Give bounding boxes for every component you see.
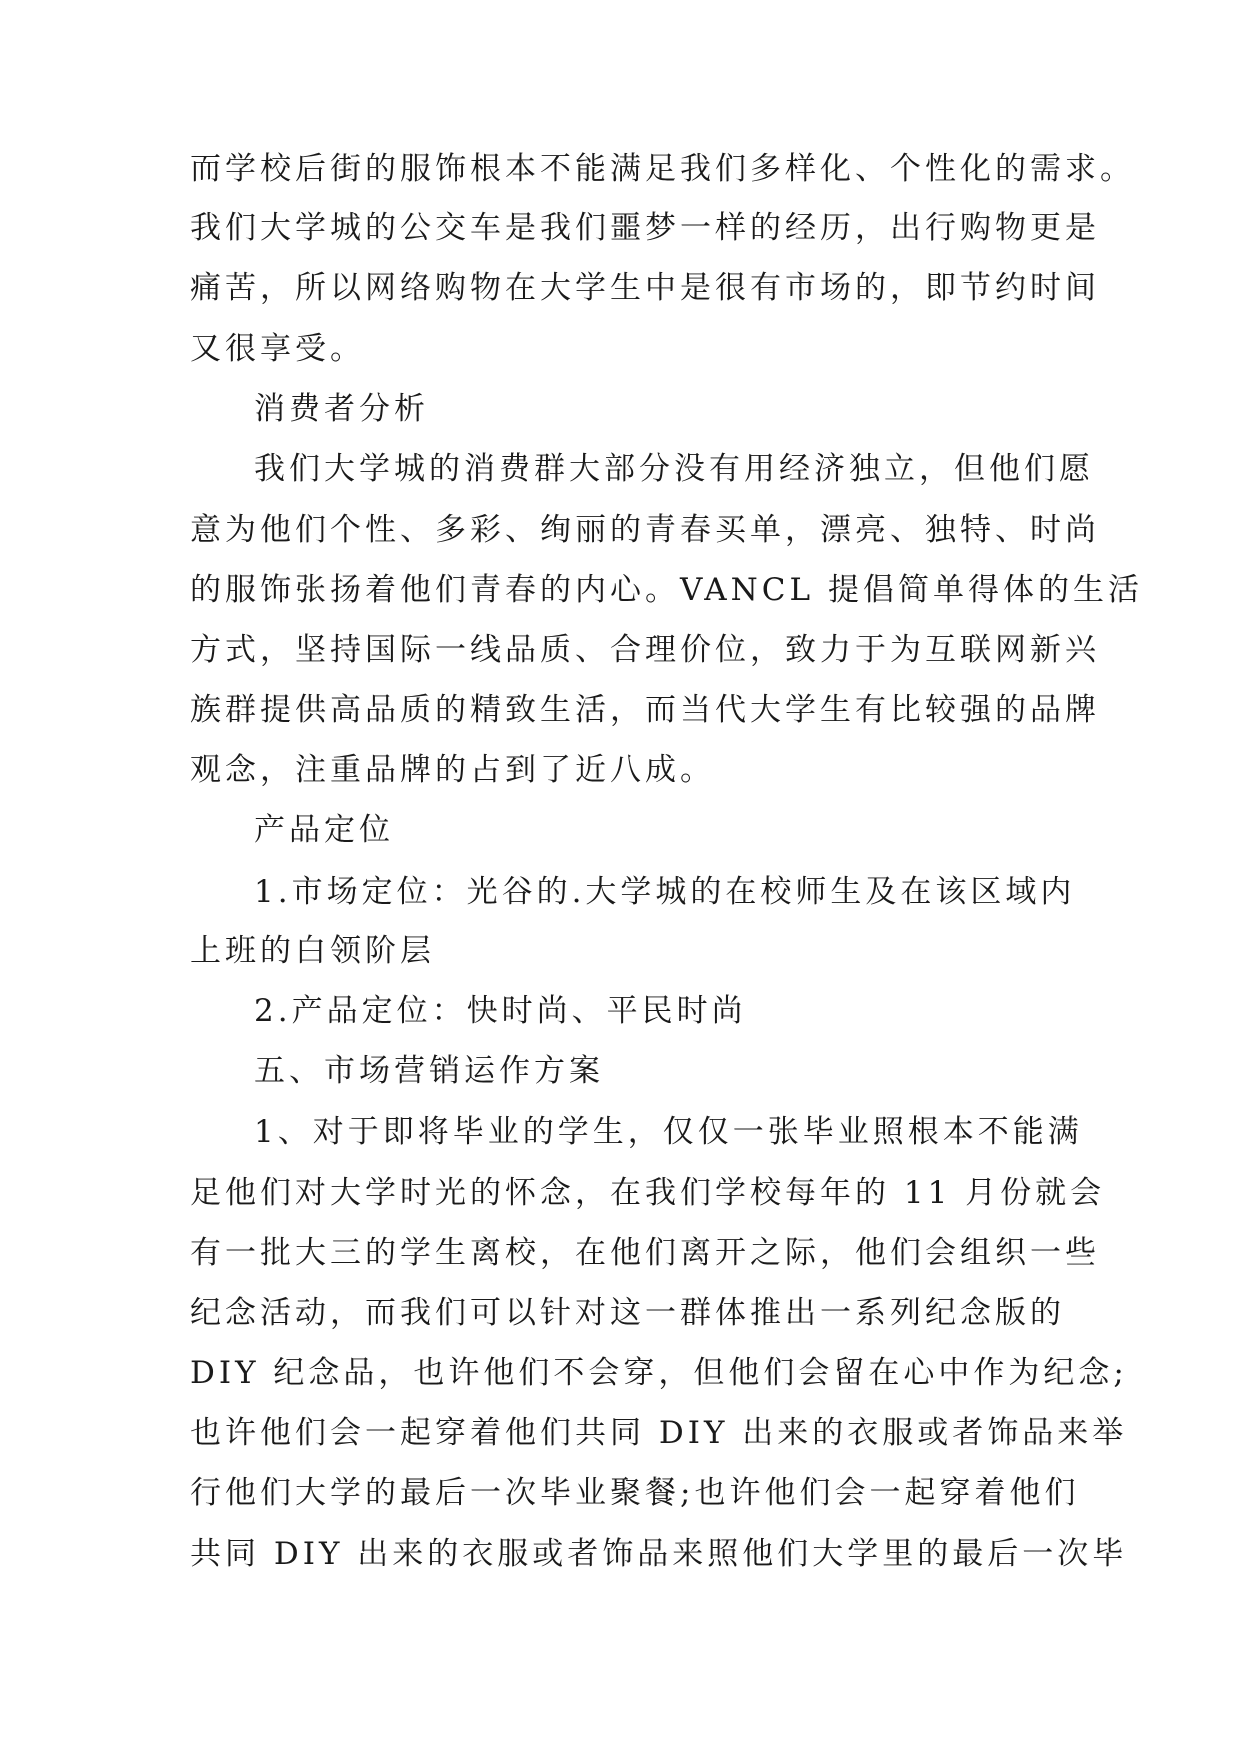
text-line: 痛苦，所以网络购物在大学生中是很有市场的，即节约时间 <box>190 270 1100 306</box>
text-line: 的服饰张扬着他们青春的内心。VANCL 提倡简单得体的生活 <box>190 572 1143 608</box>
section-heading: 消费者分析 <box>254 391 429 427</box>
text-line: 行他们大学的最后一次毕业聚餐;也许他们会一起穿着他们 <box>190 1475 1080 1511</box>
text-line: 方式，坚持国际一线品质、合理价位，致力于为互联网新兴 <box>190 632 1100 668</box>
text-line: 2.产品定位：快时尚、平民时尚 <box>254 993 747 1029</box>
section-heading: 五、市场营销运作方案 <box>254 1053 604 1089</box>
text-line: 足他们对大学时光的怀念，在我们学校每年的 11 月份就会 <box>190 1175 1106 1211</box>
text-line: 又很享受。 <box>190 331 365 367</box>
text-line: 有一批大三的学生离校，在他们离开之际，他们会组织一些 <box>190 1235 1100 1271</box>
text-line: 我们大学城的公交车是我们噩梦一样的经历，出行购物更是 <box>190 210 1100 246</box>
text-line: 意为他们个性、多彩、绚丽的青春买单，漂亮、独特、时尚 <box>190 512 1100 548</box>
text-line: 纪念活动，而我们可以针对这一群体推出一系列纪念版的 <box>190 1295 1065 1331</box>
text-line: 族群提供高品质的精致生活，而当代大学生有比较强的品牌 <box>190 692 1100 728</box>
text-line: 也许他们会一起穿着他们共同 DIY 出来的衣服或者饰品来举 <box>190 1415 1128 1451</box>
section-heading: 产品定位 <box>254 812 394 848</box>
text-line: 我们大学城的消费群大部分没有用经济独立，但他们愿 <box>254 451 1094 487</box>
text-line: 1、对于即将毕业的学生，仅仅一张毕业照根本不能满 <box>254 1114 1083 1150</box>
text-line: 而学校后街的服饰根本不能满足我们多样化、个性化的需求。 <box>190 151 1135 187</box>
text-line: 观念，注重品牌的占到了近八成。 <box>190 752 715 788</box>
text-line: 共同 DIY 出来的衣服或者饰品来照他们大学里的最后一次毕 <box>190 1536 1128 1572</box>
text-line: 1.市场定位：光谷的.大学城的在校师生及在该区域内 <box>254 874 1076 910</box>
text-line: 上班的白领阶层 <box>190 933 435 969</box>
text-line: DIY 纪念品，也许他们不会穿，但他们会留在心中作为纪念; <box>190 1355 1128 1391</box>
